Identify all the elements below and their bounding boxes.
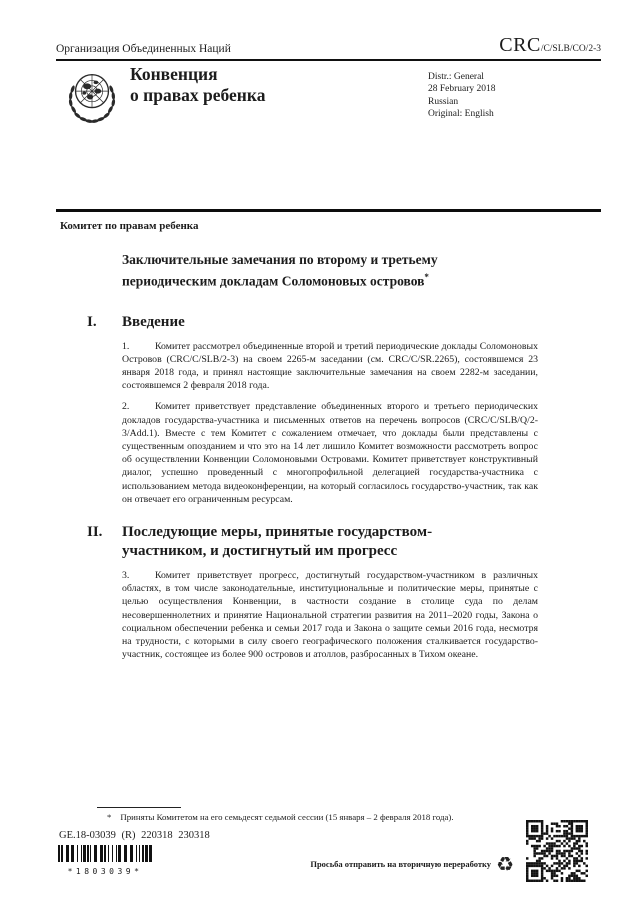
convention-title [130, 64, 265, 106]
distr-language: Russian [428, 96, 459, 107]
un-org-name: Организация Объединенных Наций [56, 43, 231, 55]
qr-code-pattern [526, 820, 588, 882]
document-title [122, 251, 514, 290]
barcode [58, 845, 152, 876]
paragraph-3 [122, 569, 538, 661]
distr-date: 28 February 2018 [428, 84, 496, 95]
footnote-text: Приняты Комитетом на его семьдесят седьмой сессии (15 января – 2 февраля 2018 года). [120, 812, 454, 822]
paragraph-1-text: Комитет рассмотрел объединенные второй и третий периодические доклады Соломоновых Островов (CRC/C/SLB/2-3) на своем 2265-м заседании (см. CRC/C/SR.2265), состоявшемся 23 января 2018 года, и принял настоящие заключительные замечания на своем 2282-м заседании, состоявшемся 2 февраля 2018 года. [122, 340, 538, 392]
section-2-heading [87, 523, 502, 561]
paragraph-1 [122, 340, 538, 393]
document-symbol-main: CRC [499, 34, 541, 56]
paragraph-2-number: 2. [122, 401, 130, 413]
recycle-notice [310, 854, 514, 874]
header-rule [56, 209, 601, 212]
distr-type: Distr.: General [428, 72, 484, 82]
distr-original: Original: English [428, 109, 494, 120]
document-symbol-suffix: /C/SLB/CO/2-3 [540, 44, 601, 54]
paragraph-1-number: 1. [122, 340, 130, 352]
document-symbol [499, 34, 601, 59]
distribution-block [428, 71, 496, 121]
convention-title-line1: Конвенция [130, 64, 218, 84]
barcode-text: *1803039* [67, 867, 143, 876]
section-1-heading [87, 313, 502, 332]
section-2-number: II. [87, 523, 103, 540]
section-1-number: I. [87, 313, 97, 330]
paragraph-3-text: Комитет приветствует прогресс, достигнутый государством-участником в различных областях, в том числе законодательные, институциональные и политические меры, принятые с целью осуществления Конвенции, в частности создание в столице суда по делам несовершеннолетних и принятие Национальной стратегии развития на 2011–2020 годы, Закона о социальном обеспечении ребенка и семьи 2017 года и Закона о защите семьи 2016 года, несмотря на трудности, с которыми в силу своего географического положения сталкивается государство-участник, состоящее из более 900 островов и атоллов, разбросанных в Тихом океане. [122, 569, 538, 661]
barcode-bars [58, 845, 152, 862]
ge-document-number: GE.18-03039 (R) 220318 230318 [59, 830, 210, 841]
section-2-heading-text: Последующие меры, принятые государством-участником, и достигнутый им прогресс [122, 523, 433, 559]
recycle-text: Просьба отправить на вторичную переработку [310, 859, 492, 869]
footnote-separator [97, 807, 181, 808]
document-title-text: Заключительные замечания по второму и третьему периодическим докладам Соломоновых островов [122, 252, 438, 288]
main-content [87, 251, 538, 661]
convention-title-line2: о правах ребенка [130, 85, 266, 105]
footnote [107, 812, 519, 823]
paragraph-2-text: Комитет приветствует представление объединенных второго и третьего периодических докладов государства-участника и письменных ответов на перечень вопросов (CRC/C/SLB/Q/2-3/Add.1). Вместе с тем Комитет с сожалением отмечает, что доклады были представлены с существенным опозданием и что это на 14 лет лишило Комитет возможности рассмотреть вопрос об осуществлении Конвенции Соломоновыми Островами. Комитет приветствует конструктивный диалог, успешно проведенный с многопрофильной делегацией государства-участника с использованием метода видеоконференции, на который согласилось государство-участник, так как он отвечает его ограниченным ресурсам. [122, 401, 538, 505]
paragraph-2 [122, 400, 538, 506]
section-1-heading-text: Введение [122, 313, 185, 330]
paragraph-3-number: 3. [122, 569, 130, 581]
recycle-icon: ♻ [496, 852, 514, 876]
footnote-marker: * [107, 812, 112, 822]
page-header [56, 33, 601, 61]
committee-name: Комитет по правам ребенка [60, 220, 199, 232]
title-footnote-marker: * [424, 271, 429, 282]
un-emblem-icon [61, 63, 123, 127]
qr-code [526, 820, 588, 882]
